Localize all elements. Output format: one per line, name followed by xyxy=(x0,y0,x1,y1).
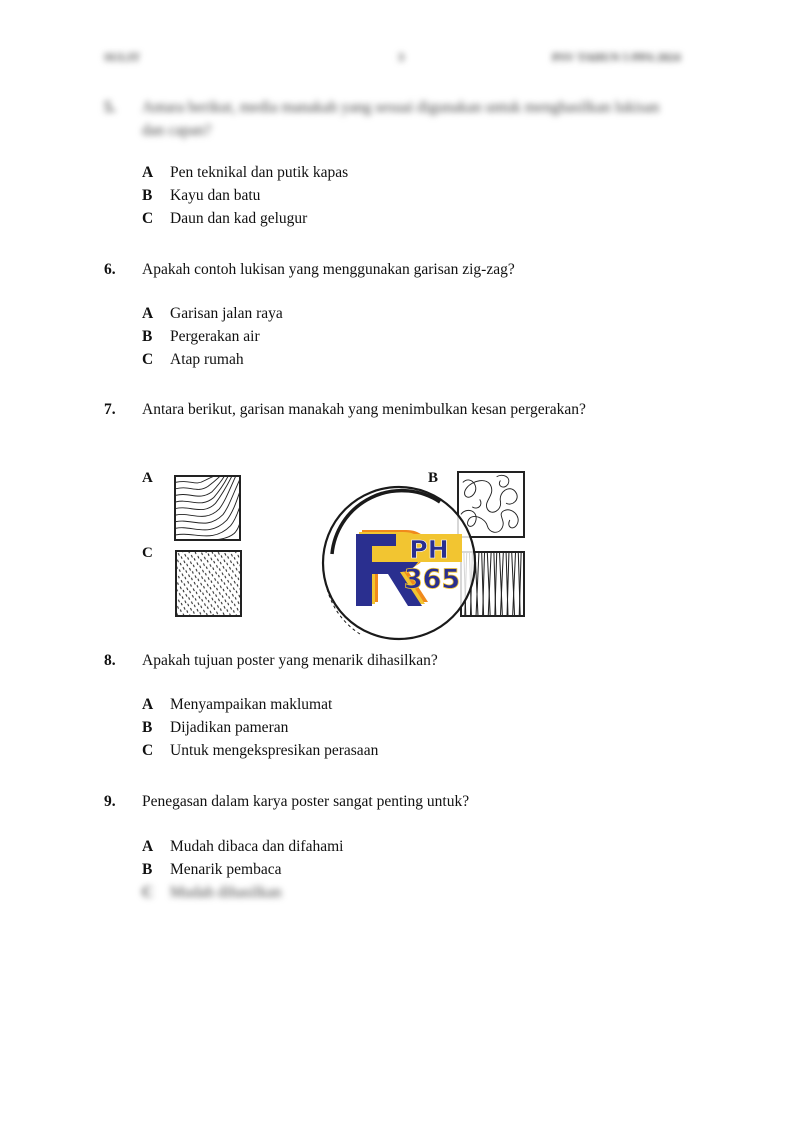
option-text: Pen teknikal dan putik kapas xyxy=(170,164,349,181)
option-text: Daun dan kad gelugur xyxy=(170,210,308,227)
logo-365-text: 365 xyxy=(403,564,461,595)
option-letter: A xyxy=(142,164,154,181)
header-right: PSV TAHUN 5 PPA 2024 xyxy=(552,50,681,64)
picture-option-a-label: A xyxy=(142,470,153,486)
header-left: SULIT xyxy=(104,50,141,64)
dash-marks-icon xyxy=(177,552,240,615)
option-letter: B xyxy=(142,187,153,204)
question-number: 6. xyxy=(104,261,116,278)
option-text: Mudah dibaca dan difahami xyxy=(170,838,344,855)
option-text: Untuk mengekspresikan perasaan xyxy=(170,742,379,759)
question-text: Apakah contoh lukisan yang menggunakan garisan zig-zag? xyxy=(142,261,515,278)
logo-ph-text: PH xyxy=(409,535,449,564)
option-text: Mudah dihasilkan xyxy=(170,884,282,901)
option-letter: C xyxy=(142,884,154,901)
option-letter: B xyxy=(142,861,153,878)
picture-option-c-label: C xyxy=(142,545,153,561)
option-text: Menyampaikan maklumat xyxy=(170,696,333,713)
page-number: 3 xyxy=(398,50,404,64)
option-text: Garisan jalan raya xyxy=(170,305,283,322)
option-letter: C xyxy=(142,210,154,227)
rph365-watermark-logo xyxy=(320,484,478,642)
question-number: 8. xyxy=(104,652,116,669)
option-letter: B xyxy=(142,719,153,736)
option-letter: A xyxy=(142,305,154,322)
question-number: 5. xyxy=(104,99,116,116)
question-text-line2: dan capan? xyxy=(142,122,212,139)
rph365-logo-icon xyxy=(320,484,478,642)
picture-option-c-dash-marks[interactable] xyxy=(175,550,242,617)
picture-option-a-wavy-lines[interactable] xyxy=(174,475,241,541)
option-text: Atap rumah xyxy=(170,351,244,368)
option-letter: A xyxy=(142,838,154,855)
picture-option-b-label: B xyxy=(428,470,439,486)
option-text: Menarik pembaca xyxy=(170,861,282,878)
option-text: Dijadikan pameran xyxy=(170,719,289,736)
question-text: Apakah tujuan poster yang menarik dihasilkan? xyxy=(142,652,438,669)
option-letter: C xyxy=(142,351,154,368)
option-letter: A xyxy=(142,696,154,713)
wavy-lines-icon xyxy=(176,477,239,539)
option-text: Kayu dan batu xyxy=(170,187,261,204)
question-text: Penegasan dalam karya poster sangat penting untuk? xyxy=(142,793,470,810)
question-number: 9. xyxy=(104,793,116,810)
question-text: Antara berikut, media manakah yang sesuai digunakan untuk menghasilkan lukisan xyxy=(142,99,660,116)
question-number: 7. xyxy=(104,401,116,418)
page-header xyxy=(0,50,800,70)
option-letter: C xyxy=(142,742,154,759)
option-letter: B xyxy=(142,328,153,345)
option-text: Pergerakan air xyxy=(170,328,260,345)
question-text: Antara berikut, garisan manakah yang menimbulkan kesan pergerakan? xyxy=(142,401,586,418)
